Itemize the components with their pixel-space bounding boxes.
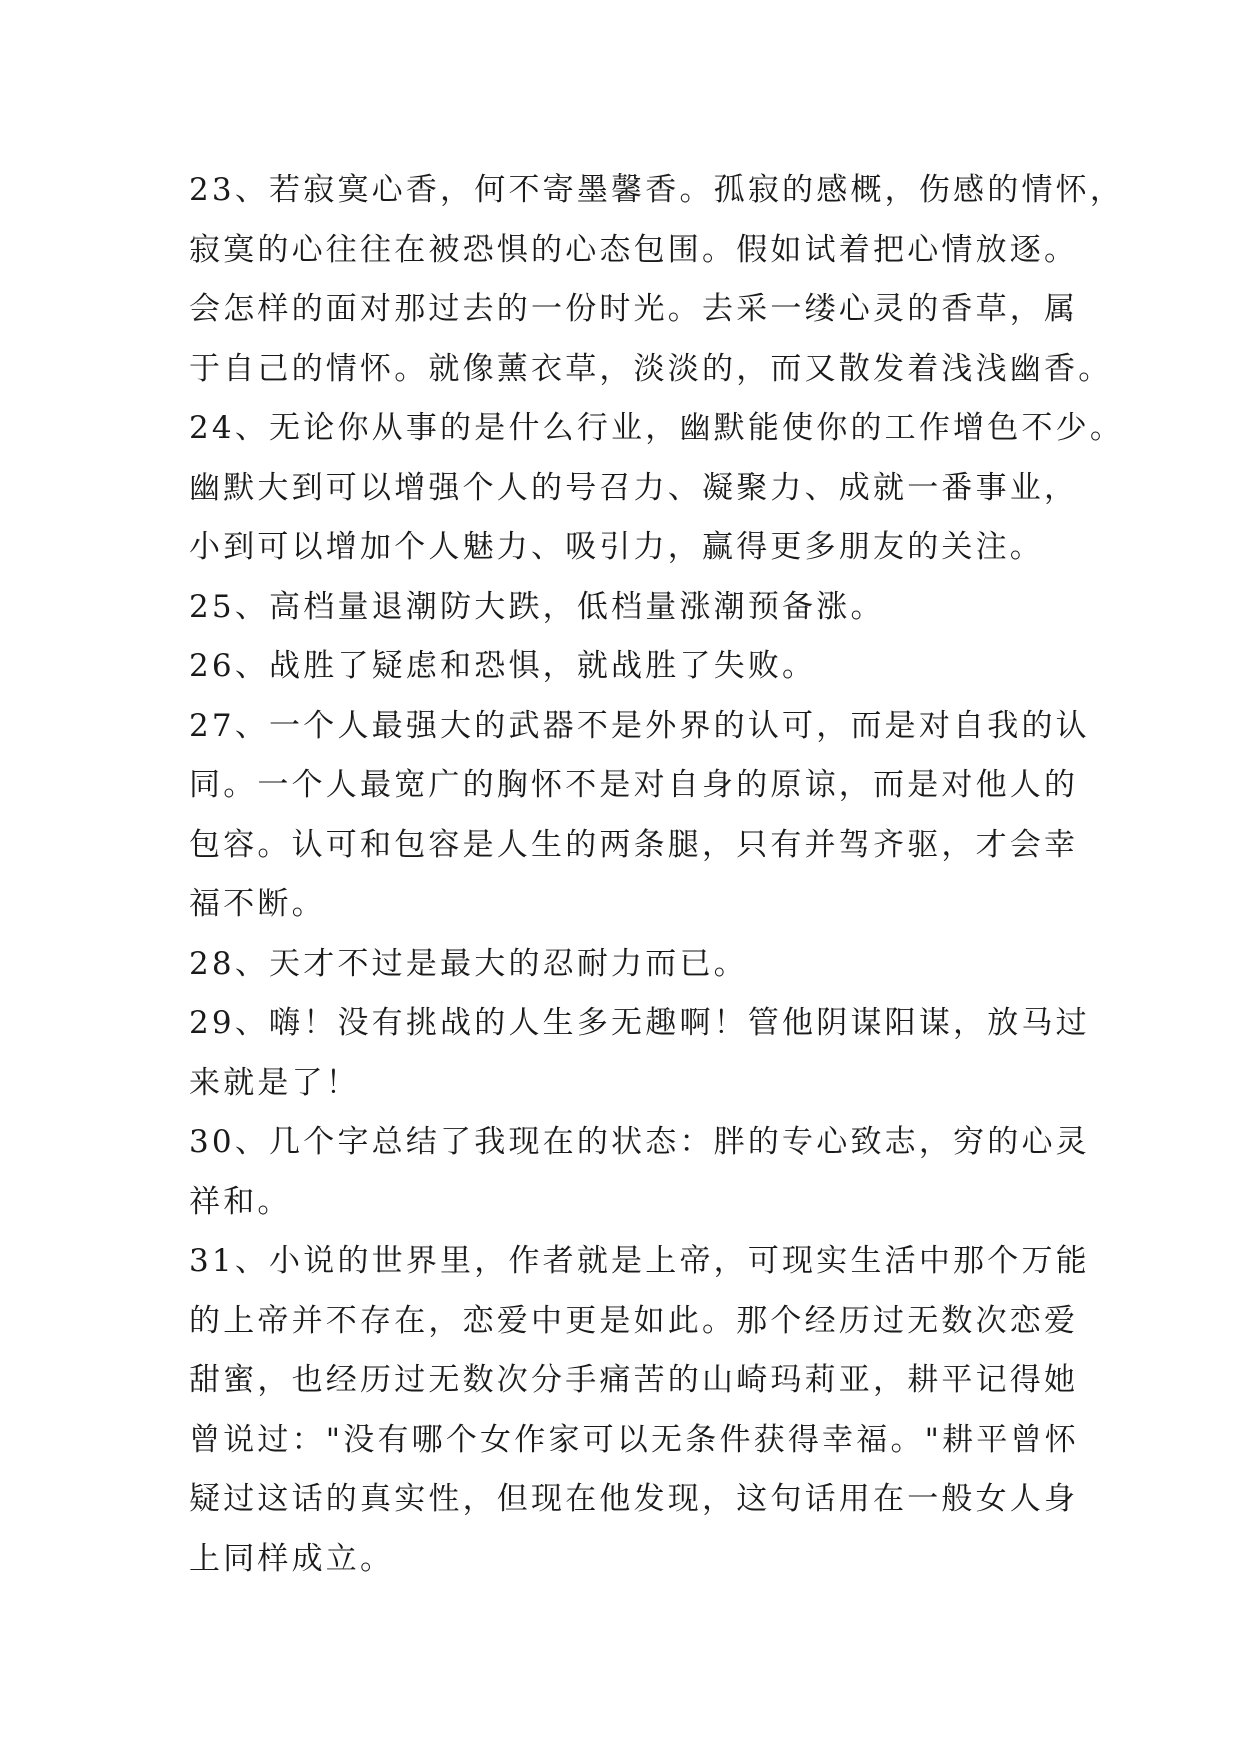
text-line: 30、几个字总结了我现在的状态：胖的专心致志，穷的心灵 <box>189 1124 1090 1160</box>
text-line: 于自己的情怀。就像薰衣草，淡淡的，而又散发着浅浅幽香。 <box>189 350 1113 387</box>
paragraph-24 <box>189 399 1125 578</box>
document-page <box>189 161 1125 1589</box>
paragraph-23 <box>189 161 1125 399</box>
text-line: 的上帝并不存在，恋爱中更是如此。那个经历过无数次恋爱 <box>189 1302 1079 1339</box>
text-line: 会怎样的面对那过去的一份时光。去采一缕心灵的香草，属 <box>189 291 1079 327</box>
text-line: 28、天才不过是最大的忍耐力而已。 <box>189 945 748 982</box>
text-line: 小到可以增加个人魅力、吸引力，赢得更多朋友的关注。 <box>189 529 1044 565</box>
text-line: 29、嗨！没有挑战的人生多无趣啊！管他阴谋阳谋，放马过 <box>189 1005 1090 1041</box>
paragraph-27 <box>189 697 1090 935</box>
text-line: 26、战胜了疑虑和恐惧，就战胜了失败。 <box>189 648 817 684</box>
text-line: 24、无论你从事的是什么行业，幽默能使你的工作增色不少。 <box>189 410 1125 446</box>
text-line: 福不断。 <box>189 886 326 922</box>
paragraph-28 <box>189 935 1069 995</box>
text-line: 曾说过："没有哪个女作家可以无条件获得幸福。"耕平曾怀 <box>189 1421 1079 1458</box>
text-line: 寂寞的心往往在被恐惧的心态包围。假如试着把心情放逐。 <box>189 231 1079 268</box>
text-line: 25、高档量退潮防大跌，低档量涨潮预备涨。 <box>189 588 885 625</box>
text-line: 31、小说的世界里，作者就是上帝，可现实生活中那个万能 <box>189 1243 1090 1279</box>
text-line: 甜蜜，也经历过无数次分手痛苦的山崎玛莉亚，耕平记得她 <box>189 1362 1079 1398</box>
text-line: 包容。认可和包容是人生的两条腿，只有并驾齐驱，才会幸 <box>189 826 1079 863</box>
text-line: 同。一个人最宽广的胸怀不是对自身的原谅，而是对他人的 <box>189 767 1079 803</box>
text-line: 祥和。 <box>189 1183 292 1220</box>
text-line: 27、一个人最强大的武器不是外界的认可，而是对自我的认 <box>189 707 1090 744</box>
text-line: 23、若寂寞心香，何不寄墨馨香。孤寂的感概，伤感的情怀， <box>189 172 1125 208</box>
paragraph-30 <box>189 1113 1090 1232</box>
paragraph-29 <box>189 994 1090 1113</box>
paragraph-31 <box>189 1232 1090 1589</box>
text-line: 疑过这话的真实性，但现在他发现，这句话用在一般女人身 <box>189 1481 1079 1517</box>
paragraph-26 <box>189 637 1069 697</box>
text-line: 幽默大到可以增强个人的号召力、凝聚力、成就一番事业， <box>189 469 1079 506</box>
paragraph-25 <box>189 578 1069 638</box>
text-line: 来就是了！ <box>189 1064 360 1101</box>
text-line: 上同样成立。 <box>189 1540 395 1577</box>
